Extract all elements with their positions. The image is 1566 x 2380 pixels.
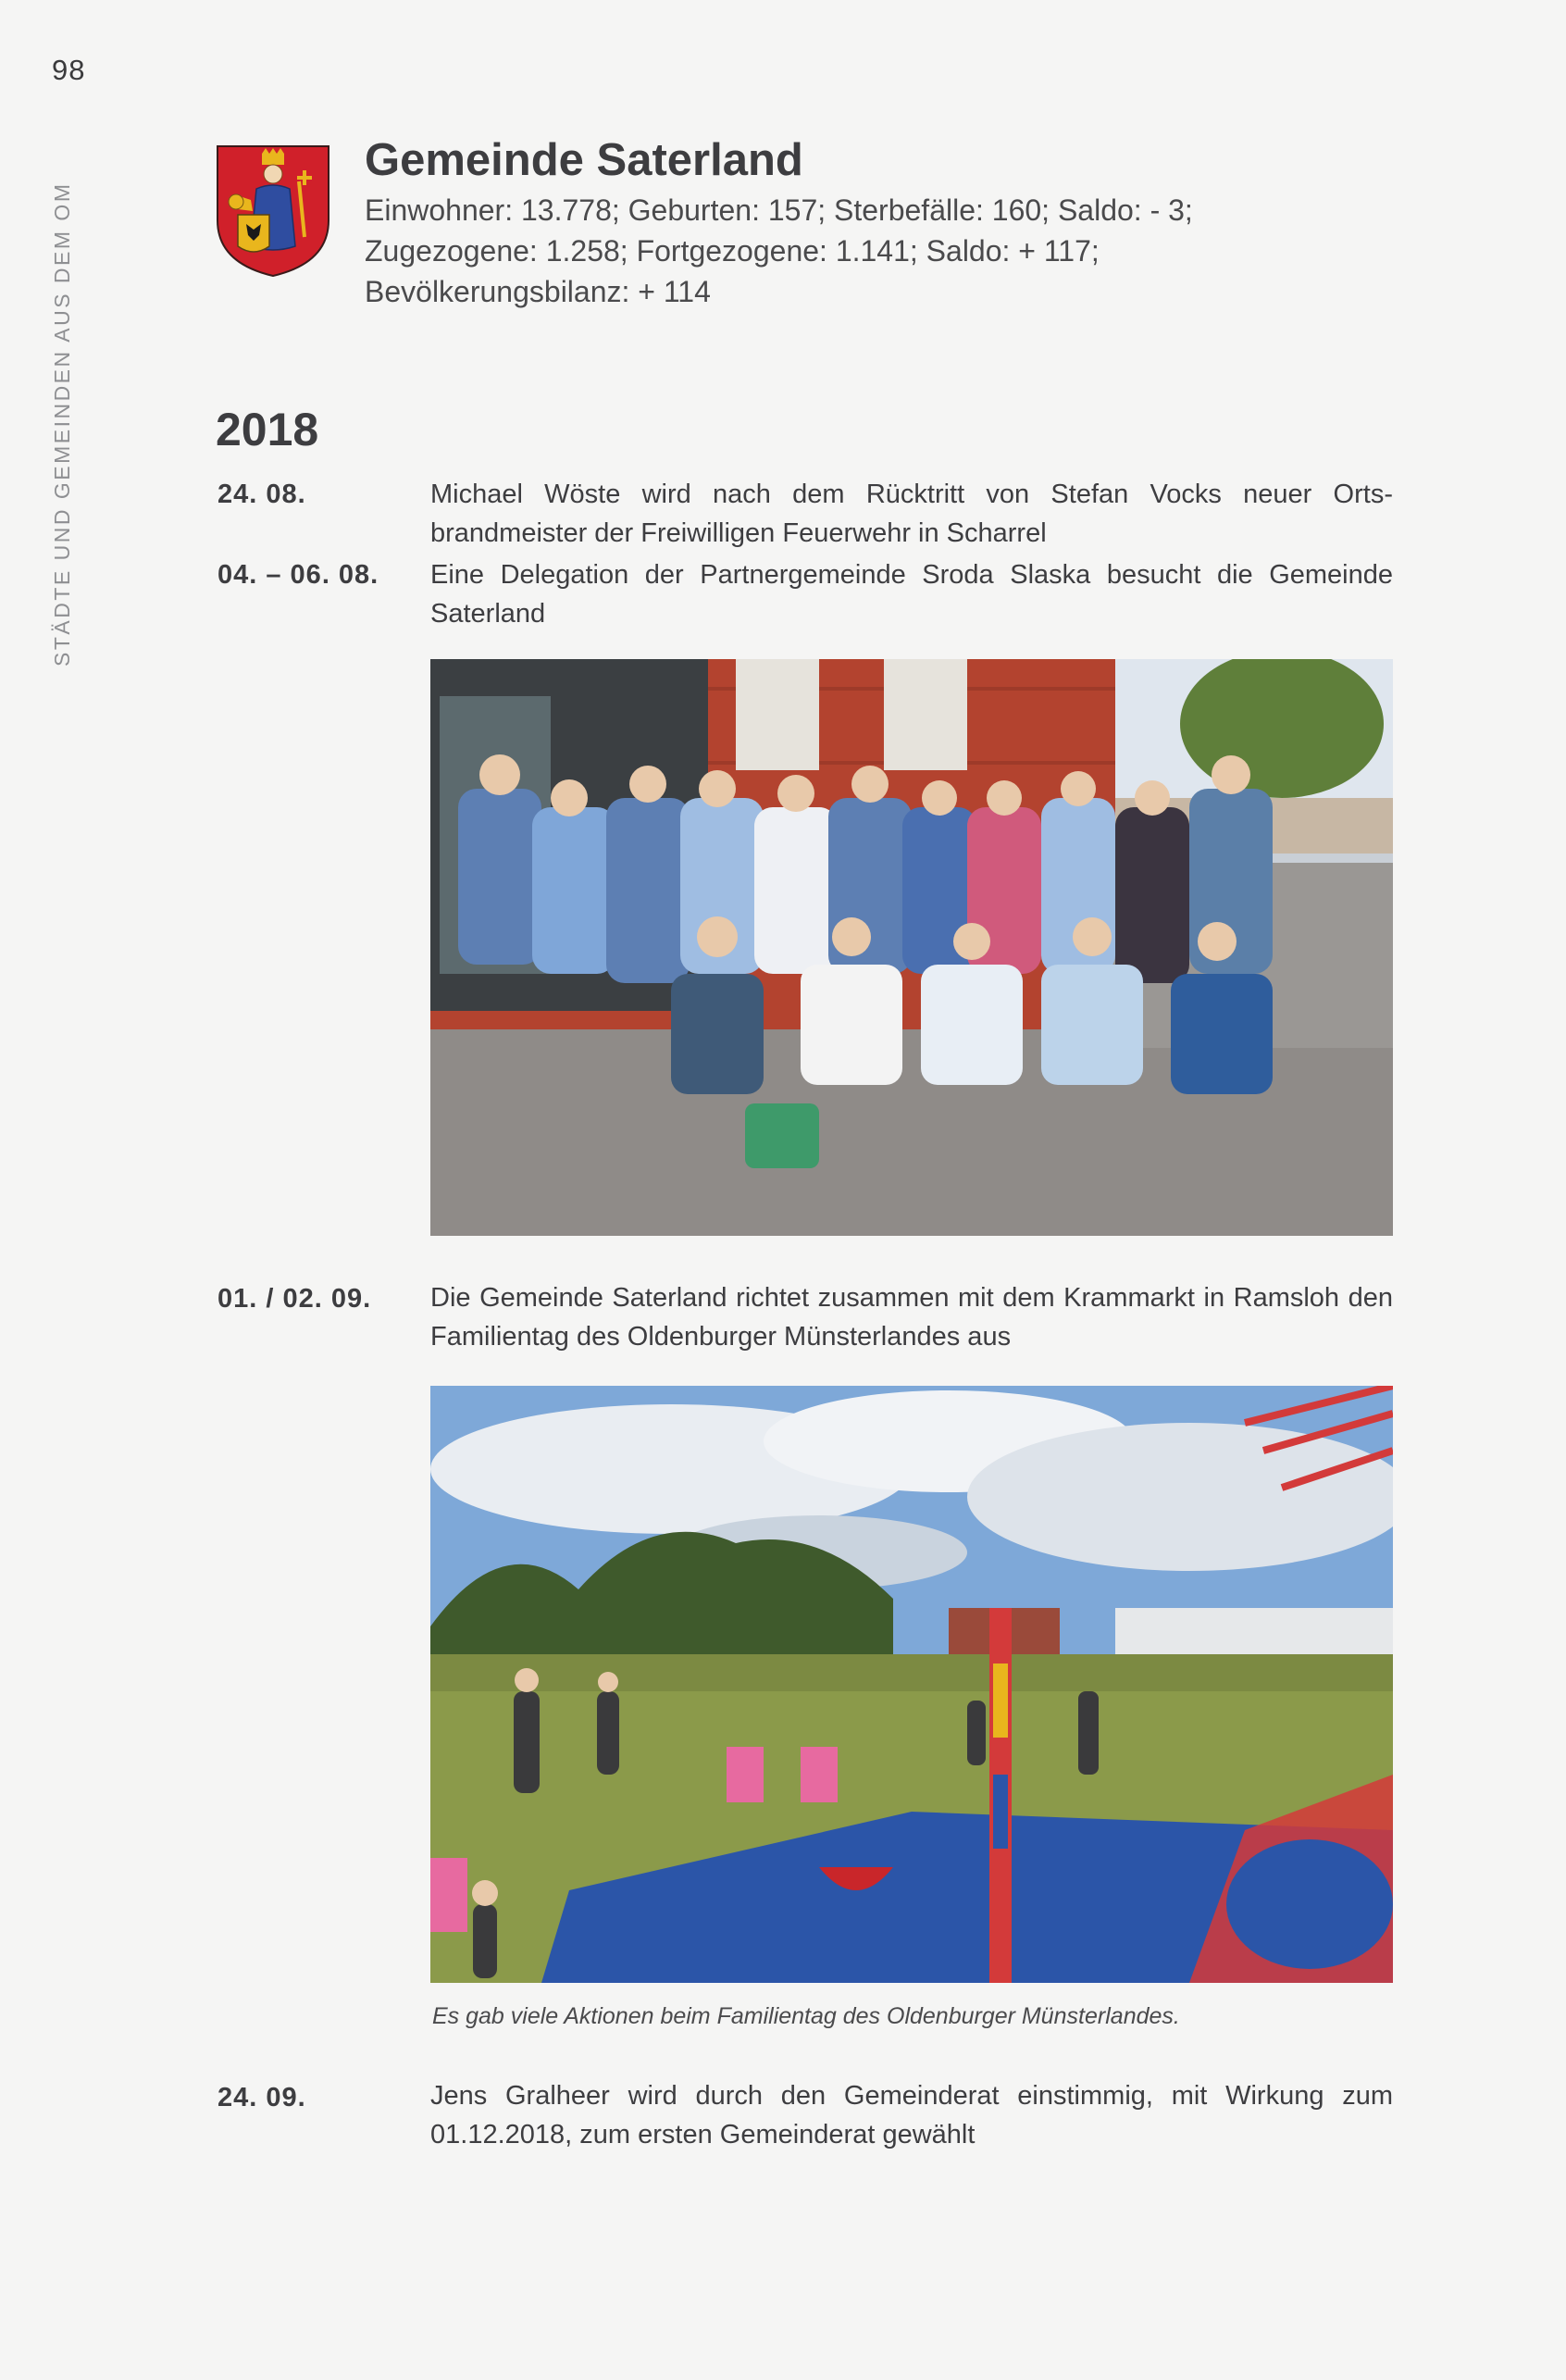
group-photo-delegation <box>430 659 1393 1236</box>
entry-text: Michael Wöste wird nach dem Rücktritt von Stefan Vocks neuer Ortsbrandmeister der Freiwilligen Feuerwehr in Scharrel <box>430 480 1393 548</box>
photo-caption: Es gab viele Aktionen beim Familientag des Oldenburger Münsterlandes. <box>432 2003 1180 2029</box>
page-number: 98 <box>52 54 86 86</box>
entry-date: 24. 08. <box>218 480 306 509</box>
municipality-title: Gemeinde Saterland <box>365 135 803 185</box>
entry-date: 24. 09. <box>218 2083 306 2112</box>
entry-text: Die Gemeinde Saterland richtet zusammen mit dem Krammarkt in Ramsloh den Familientag des Oldenburger Münsterlandes aus <box>430 1283 1393 1352</box>
entry-date: 04. – 06. 08. <box>218 560 379 590</box>
stats-line: Bevölkerungsbilanz: + 114 <box>365 275 711 308</box>
year-heading: 2018 <box>216 404 319 455</box>
section-side-label: STÄDTE UND GEMEINDEN AUS DEM OM <box>50 181 74 667</box>
population-statistics <box>365 190 1420 312</box>
family-day-photo <box>430 1386 1393 1983</box>
entry-text: Eine Delegation der Partnergemeinde Sroda Slaska besucht die Gemeinde Saterland <box>430 560 1393 629</box>
stats-line: Zugezogene: 1.258; Fortgezogene: 1.141; Saldo: + 117; <box>365 234 1100 268</box>
entry-date: 01. / 02. 09. <box>218 1284 372 1314</box>
entry-text: Jens Gralheer wird durch den Gemeinderat einstimmig, mit Wirkung zum 01.12.2018, zum ersten Gemeinderat gewählt <box>430 2081 1393 2149</box>
coat-of-arms-icon <box>216 144 330 278</box>
stats-line: Einwohner: 13.778; Geburten: 157; Sterbefälle: 160; Saldo: - 3; <box>365 193 1193 227</box>
